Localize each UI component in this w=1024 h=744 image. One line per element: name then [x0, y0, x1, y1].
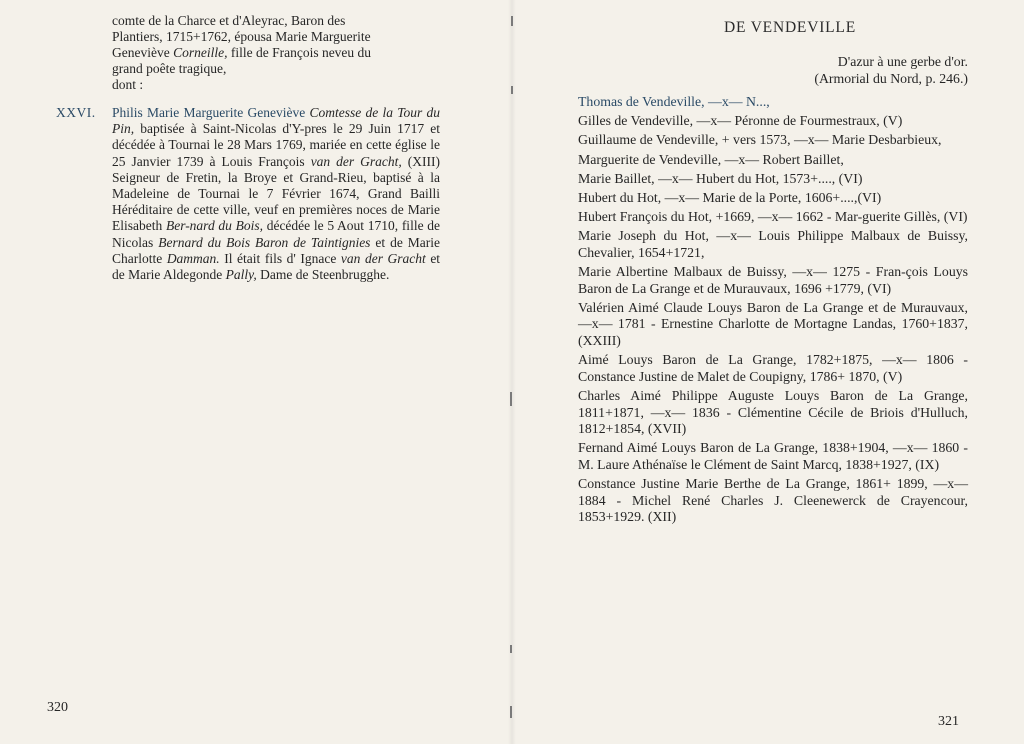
page-number-left: 320 [47, 700, 68, 715]
entry-italic: van der Gracht, [310, 153, 402, 169]
generation-item: Gilles de Vendeville, —x— Péronne de Fourmestraux, (V) [578, 113, 903, 129]
generation-item: Thomas de Vendeville, —x— N..., [578, 94, 770, 109]
book-gutter [508, 0, 516, 744]
generation-item: Fernand Aimé Louys Baron de La Grange, 1838+1904, —x— 1860 - M. Laure Athénaïse le Clément de Saint Marcq, 1838+1927, (IX) [578, 440, 968, 472]
intro-line: comte de la Charce et d'Aleyrac, Baron des [112, 13, 346, 28]
gutter-mark [511, 16, 513, 26]
entry-part: Il était fils d' Ignace [224, 250, 337, 266]
intro-line: Plantiers, 1715+1762, épousa Marie Marguerite [112, 29, 371, 44]
generation-item: Marguerite de Vendeville, —x— Robert Baillet, [578, 151, 844, 167]
generation-item: Hubert du Hot, —x— Marie de la Porte, 1606+....,(VI) [578, 189, 882, 205]
entry-text [112, 105, 440, 283]
entry-italic: van der Gracht [340, 250, 426, 266]
entry-part: baptisée à Saint-Nicolas d'Y-pres le 29 Juin 1717 et décédée à Tournai le 28 Mars 1769, mariée en cette église le 25 Janvier 1739 à Louis François [112, 121, 440, 169]
entry-part: Philis Marie Marguerite Geneviève [112, 105, 306, 120]
gutter-mark [510, 392, 512, 406]
intro-text: Geneviève [112, 45, 170, 60]
entry-part: Dame de Steenbrugghe. [260, 267, 390, 283]
entry-part: et de Marie Aldegonde [112, 250, 441, 283]
generation-item: Guillaume de Vendeville, + vers 1573, —x— Marie Desbarbieux, [578, 132, 942, 148]
generation-item: Hubert François du Hot, +1669, —x— 1662 - Mar-guerite Gillès, (VI) [578, 209, 968, 225]
entry-italic: Ber-nard du Bois, [165, 218, 263, 234]
entry-part: décédée le 5 Aout 1710, fille de Nicolas [112, 218, 441, 250]
gutter-mark [511, 86, 513, 94]
generation-item: Valérien Aimé Claude Louys Baron de La Grange et de Murauvaux, —x— 1781 - Ernestine Charlotte de Mortagne Landas, 1760+1837, (XXIII) [578, 299, 968, 349]
generation-item: Aimé Louys Baron de La Grange, 1782+1875, —x— 1806 - Constance Justine de Malet de Coupigny, 1786+ 1870, (V) [578, 352, 968, 384]
entry-number: XXVI. [56, 105, 96, 120]
entry-part: et de Marie Charlotte [112, 234, 441, 266]
gutter-mark [510, 645, 512, 653]
intro-italic-name: Corneille, [173, 45, 228, 60]
blazon-source: (Armorial du Nord, p. 246.) [814, 71, 968, 86]
generation-item: Constance Justine Marie Berthe de La Grange, 1861+ 1899, —x— 1884 - Michel René Charles J. Cleenewerck de Crayencour, 1853+1929. (XII) [578, 476, 968, 525]
coat-of-arms-description [750, 53, 968, 87]
generation-item: Marie Baillet, —x— Hubert du Hot, 1573+...., (VI) [578, 170, 863, 186]
left-page [0, 0, 505, 744]
entry-part: (XIII) Seigneur de Fretin, la Broye et Grand-Rieu, baptisé à la Madeleine de Tournai le 7 Février 1674, Grand Bailli Héréditaire de cette ville, veuf en premières noces de Marie Elisabeth [112, 153, 441, 234]
intro-line: grand poête tragique, [112, 61, 227, 76]
blazon-line: D'azur à une gerbe d'or. [837, 54, 968, 69]
family-title: DE VENDEVILLE [724, 19, 856, 36]
intro-line: dont : [112, 77, 144, 92]
entry-italic: Bernard du Bois Baron de Taintignies [158, 234, 371, 250]
intro-line [112, 45, 438, 61]
generation-item: Marie Joseph du Hot, —x— Louis Philippe Malbaux de Buissy, Chevalier, 1654+1721, [578, 228, 968, 260]
entry-italic: Comtesse de la Tour du Pin, [112, 105, 441, 137]
page-number-right: 321 [938, 714, 959, 729]
intro-text: fille de François neveu du [230, 45, 372, 60]
generation-list [578, 94, 968, 529]
gutter-mark [510, 706, 512, 718]
entry-italic: Damman. [166, 250, 220, 266]
generation-item: Charles Aimé Philippe Auguste Louys Baron de La Grange, 1811+1871, —x— 1836 - Clémentine Cécile de Briois d'Hulluch, 1812+1854, (XVII) [578, 388, 968, 437]
continuation-paragraph [112, 13, 438, 93]
entry-italic: Pally, [225, 267, 257, 283]
generation-item: Marie Albertine Malbaux de Buissy, —x— 1275 - Fran-çois Louys Baron de La Grange et de Murauvaux, 1696 +1779, (VI) [578, 264, 968, 296]
right-page [520, 0, 1024, 744]
